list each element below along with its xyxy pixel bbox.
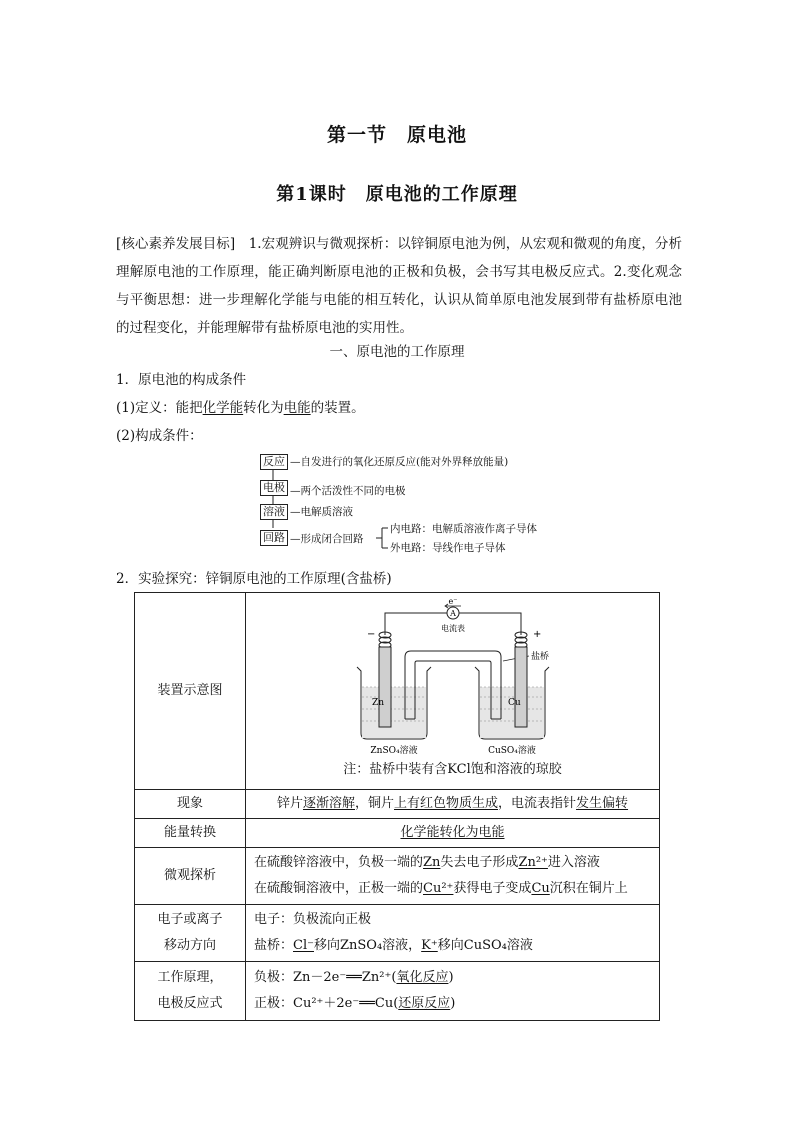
micro-blank: Cu²⁺: [423, 881, 454, 896]
ion-movement: [254, 933, 651, 959]
row-head-movement: [135, 905, 246, 962]
copper-label: Cu: [507, 698, 521, 708]
equation-text: ): [450, 996, 456, 1011]
diagram-text-reaction: —自发进行的氧化还原反应(能对外界释放能量): [290, 456, 509, 468]
negative-sign: −: [366, 629, 375, 640]
copper-electrode: [515, 647, 527, 727]
micro-blank: Cu: [531, 881, 550, 896]
electron-label: e⁻: [448, 599, 457, 606]
table-row: [135, 819, 660, 848]
micro-line-2: [254, 876, 651, 902]
equations-head-2: 电极反应式: [157, 996, 223, 1011]
micro-line-1: [254, 850, 651, 876]
core-goals-tag: [核心素养发展目标]: [116, 236, 236, 252]
section-heading: 一、原电池的工作原理: [329, 344, 465, 360]
conditions-label: (2)构成条件：: [116, 428, 203, 444]
equations-cell: [246, 962, 660, 1021]
ion-text: 移向ZnSO₄溶液，: [313, 938, 422, 953]
micro-blank: Zn: [423, 855, 441, 870]
equations-head-1: 工作原理，: [157, 970, 223, 985]
row-head-phenomenon: 现象: [135, 790, 246, 819]
positive-sign: +: [532, 629, 541, 640]
energy-cell: [246, 819, 660, 848]
definition-suffix: 的装置。: [310, 400, 365, 416]
copper-sulfate-label: CuSO₄溶液: [487, 746, 536, 756]
row-head-apparatus: 装置示意图: [135, 593, 246, 790]
micro-text: 沉积在铜片上: [549, 881, 628, 896]
conditions-diagram: [258, 452, 558, 552]
definition-blank-2: 电能: [283, 400, 311, 416]
galvanic-cell-diagram: [353, 599, 553, 759]
table-row: [135, 848, 660, 905]
diagram-box-reaction: 反应: [260, 454, 288, 470]
table-row: [135, 962, 660, 1021]
phenomenon-text: 锌片: [276, 796, 303, 811]
salt-bridge-note: 注：盐桥中装有含KCl饱和溶液的琼胶: [343, 762, 562, 777]
row-head-micro: 微观探析: [135, 848, 246, 905]
table-row: [135, 905, 660, 962]
phenomenon-text: ，铜片: [354, 796, 394, 811]
diagram-text-outer-circuit: 外电路：导线作电子导体: [390, 542, 506, 554]
diagram-text-solution: —电解质溶液: [290, 506, 353, 518]
definition-blank-1: 化学能: [202, 400, 244, 416]
definition-mid: 转化为: [243, 400, 284, 416]
micro-text: 进入溶液: [547, 855, 600, 870]
anode-equation: [254, 965, 651, 991]
table-row: [135, 790, 660, 819]
diagram-box-circuit: 回路: [260, 530, 288, 546]
micro-text: 在硫酸铜溶液中，正极一端的: [254, 881, 424, 896]
experiment-table: [134, 592, 660, 1021]
item2-heading: 2．实验探究：锌铜原电池的工作原理(含盐桥): [116, 571, 392, 587]
phenomenon-blank: 逐渐溶解: [302, 796, 355, 811]
equation-blank: 还原反应: [398, 996, 451, 1011]
equation-text: 正极：Cu²⁺＋2e⁻══Cu(: [254, 996, 399, 1011]
row-head-equations: [135, 962, 246, 1021]
ion-text: 移向CuSO₄溶液: [437, 938, 533, 953]
core-goals-text: 1.宏观辨识与微观探析：以锌铜原电池为例，从宏观和微观的角度，分析理解原电池的工作原理，能正确判断原电池的正极和负极，会书写其电极反应式。2.变化观念与平衡思想：进一步理解化学能与电能的相互转化，认识从简单原电池发展到带有盐桥原电池的过程变化，并能理解带有盐桥原电池的实用性。: [116, 236, 682, 336]
micro-cell: [246, 848, 660, 905]
energy-blank: 化学能转化为电能: [400, 825, 505, 840]
zinc-sulfate-label: ZnSO₄溶液: [369, 746, 418, 756]
row-head-energy: 能量转换: [135, 819, 246, 848]
ion-blank: K⁺: [421, 938, 438, 953]
micro-text: 在硫酸锌溶液中，负极一端的: [254, 855, 424, 870]
core-goals-paragraph: [116, 230, 682, 342]
cathode-equation: [254, 991, 651, 1017]
apparatus-cell: [246, 593, 660, 790]
micro-text: 失去电子形成: [440, 855, 519, 870]
diagram-box-electrode: 电极: [260, 480, 288, 496]
ammeter-symbol: A: [449, 609, 456, 618]
zinc-label: Zn: [371, 698, 384, 708]
diagram-box-solution: 溶液: [260, 504, 288, 520]
definition-line: [116, 396, 365, 416]
equation-text: ): [448, 970, 454, 985]
phenomenon-text: ，电流表指针: [498, 796, 577, 811]
movement-head-1: 电子或离子: [157, 912, 223, 927]
phenomenon-blank: 上有红色物质生成: [394, 796, 499, 811]
movement-head-2: 移动方向: [163, 938, 216, 953]
equation-blank: 氧化反应: [396, 970, 449, 985]
micro-blank: Zn²⁺: [518, 855, 548, 870]
ion-text: 盐桥：: [254, 938, 294, 953]
movement-cell: [246, 905, 660, 962]
micro-text: 获得电子变成: [453, 881, 532, 896]
item1-heading: 1．原电池的构成条件: [116, 372, 247, 388]
diagram-text-circuit: —形成闭合回路: [290, 533, 364, 545]
table-row: [135, 593, 660, 790]
equation-text: 负极：Zn－2e⁻══Zn²⁺(: [254, 970, 397, 985]
lesson-title: 第1课时 原电池的工作原理: [276, 184, 518, 205]
phenomenon-cell: [246, 790, 660, 819]
chapter-title: 第一节 原电池: [326, 124, 467, 146]
diagram-text-electrode: —两个活泼性不同的电极: [290, 485, 406, 497]
electron-movement: 电子：负极流向正极: [254, 912, 372, 927]
diagram-text-inner-circuit: 内电路：电解质溶液作离子导体: [390, 523, 537, 535]
salt-bridge-label: 盐桥: [530, 652, 549, 662]
zinc-electrode: [379, 647, 391, 727]
phenomenon-blank: 发生偏转: [576, 796, 629, 811]
definition-prefix: (1)定义：能把: [116, 400, 203, 416]
ion-blank: Cl⁻: [293, 938, 314, 953]
ammeter-label: 电流表: [440, 624, 465, 633]
